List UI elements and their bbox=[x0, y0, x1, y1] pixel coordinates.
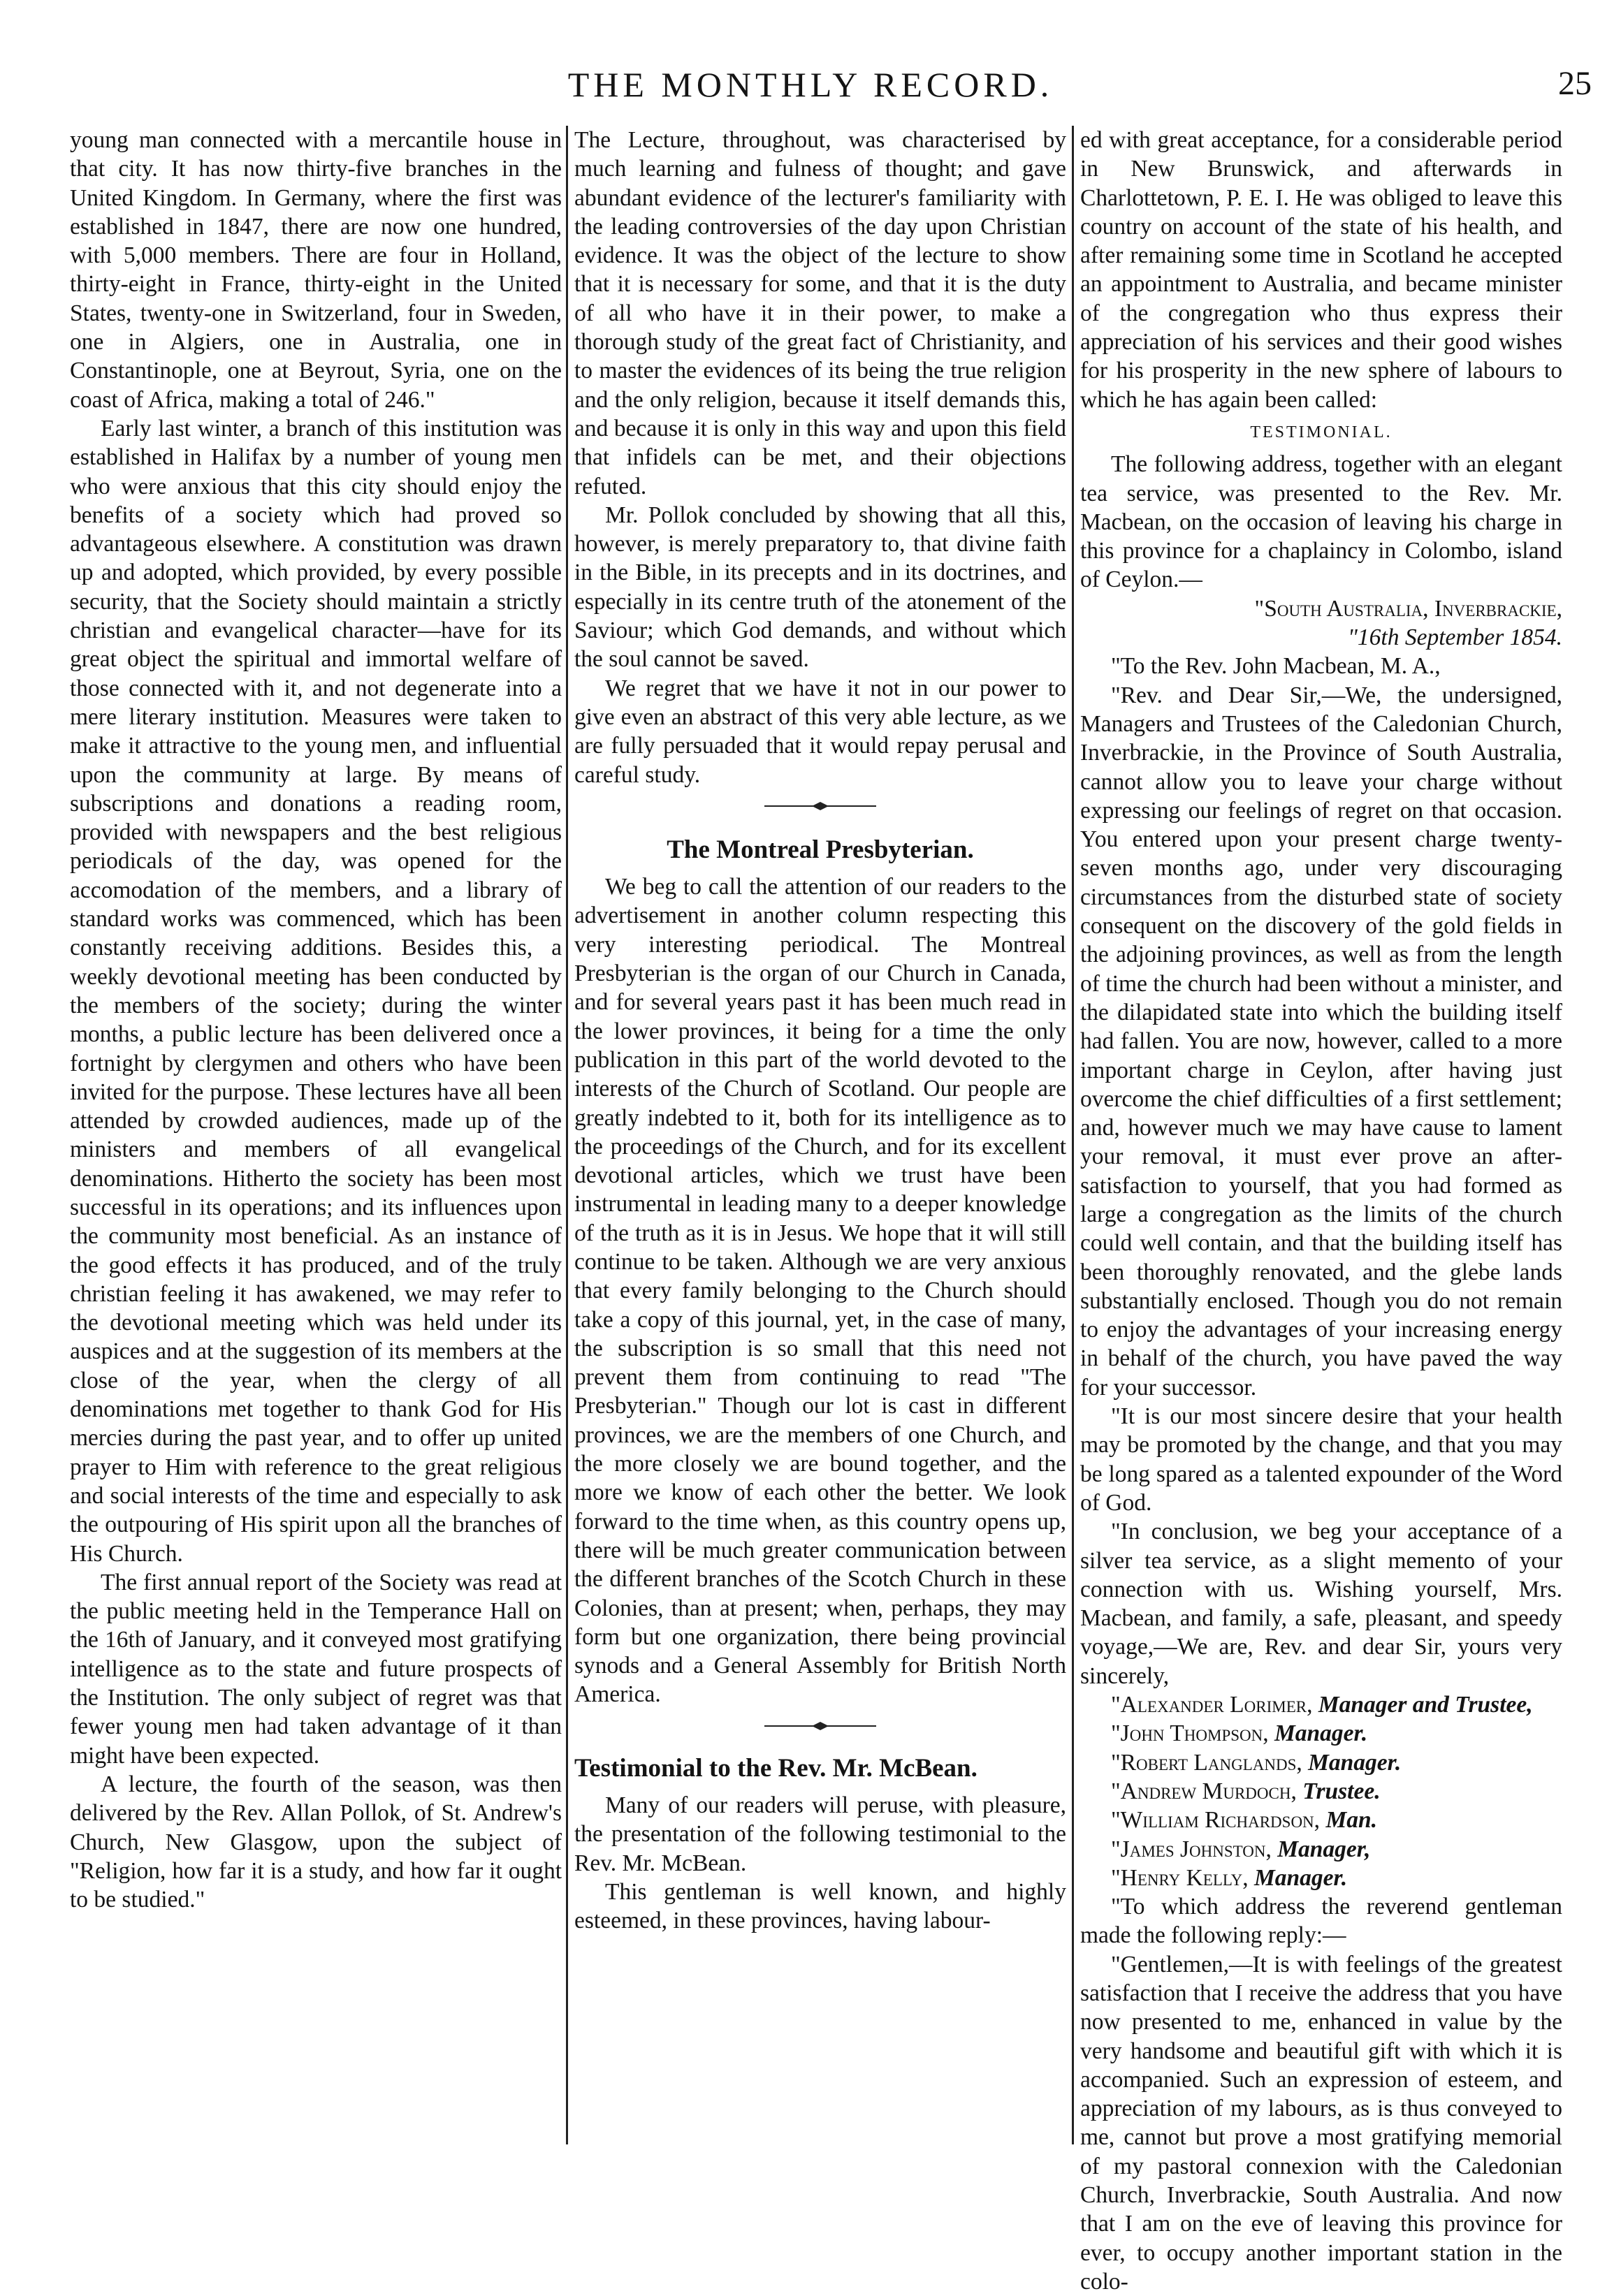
paragraph: "In conclusion, we beg your acceptance of a silver tea service, as a slight memento of your connection with us. Wishing yourself, Mrs. Macbean, and family, a safe, pleasant, and speedy voyage,—We are, Rev. and dear Sir, yours very sincerely, bbox=[1080, 1519, 1562, 1689]
section-heading: Testimonial to the Rev. Mr. McBean. bbox=[574, 1753, 977, 1783]
signer-name: "Robert Langlands, bbox=[1111, 1749, 1302, 1776]
signer-name: "John Thompson, bbox=[1111, 1720, 1269, 1747]
section-ornament bbox=[574, 796, 1066, 817]
section-heading: The Montreal Presbyterian. bbox=[667, 835, 974, 864]
column-divider bbox=[566, 126, 568, 2144]
column-2 bbox=[574, 126, 1066, 2144]
signer-name: "Andrew Murdoch, bbox=[1111, 1778, 1297, 1804]
paragraph: A lecture, the fourth of the season, was then delivered by the Rev. Allan Pollok, of St. Andrew's Church, New Glasgow, upon the subject of "Religion, how far it is a study, and how far it ought to be studied." bbox=[70, 1771, 562, 1913]
dateline-place: "South Australia, Inverbrackie, bbox=[1254, 595, 1562, 622]
signer-role: Manager. bbox=[1274, 1720, 1368, 1747]
paragraph: The first annual report of the Society was read at the public meeting held in the Temperance Hall on the 16th of January, and it conveyed most gratifying intelligence as to the state and future prospects of the Institution. The only subject of regret was that fewer young men had taken advantage of it than might have been expected. bbox=[70, 1569, 562, 1769]
paragraph: "It is our most sincere desire that your health may be promoted by the change, and that you may be long spared as a talented expounder of the Word of God. bbox=[1080, 1403, 1562, 1516]
paragraph: The Lecture, throughout, was characterised by much learning and fulness of thought; and gave abundant evidence of the lecturer's familiarity with the leading controversies of the day upon Christian evidence. It was the object of the lecture to show that it is necessary for some, and that it is the duty of all who have it in their power, to make a thorough study of the great fact of Christianity, and to master the evidences of its being the true religion and the only religion, because it itself demands this, and because it is only in this way and upon this field that infidels can be met, and their objections refuted. bbox=[574, 127, 1066, 499]
signature bbox=[1080, 1835, 1562, 1864]
signer-role: Manager. bbox=[1253, 1864, 1348, 1891]
paragraph: We regret that we have it not in our power to give even an abstract of this very able lecture, as we are fully persuaded that it would repay perusal and careful study. bbox=[574, 675, 1066, 788]
signer-name: "Alexander Lorimer, bbox=[1111, 1692, 1313, 1718]
running-title: THE MONTHLY RECORD. bbox=[567, 65, 1054, 104]
signer-role: Trustee. bbox=[1302, 1778, 1381, 1804]
testimonial-label: TESTIMONIAL. bbox=[1250, 423, 1393, 441]
dateline-date: "16th September 1854. bbox=[1347, 624, 1562, 651]
paragraph: ed with great acceptance, for a considerable period in New Brunswick, and afterwards in Charlottetown, P. E. I. He was obliged to leave this country on account of the state of his health, and after remaining some time in Scotland he accepted an appointment to Australia, and became minister of the congregation who thus express their appreciation of his services and their good wishes for his prosperity in the new sphere of labours to which he has again been called: bbox=[1080, 127, 1562, 413]
salutation: "To the Rev. John Macbean, M. A., bbox=[1111, 653, 1441, 680]
ornament-rule-icon bbox=[764, 1720, 876, 1732]
signer-role: Manager and Trustee, bbox=[1318, 1692, 1533, 1718]
ornament-rule-icon bbox=[764, 800, 876, 812]
paragraph: Early last winter, a branch of this institution was established in Halifax by a number of young men who were anxious that this city should enjoy the benefits of a society which had proved so advantageous elsewhere. A constitution was drawn up and adopted, which provided, by every possible security, that the Society should maintain a strictly christian and evangelical character—have for its great object the spiritual and immortal welfare of those connected with it, and not degenerate into a mere literary institution. Measures were taken to make it attractive to the young men, and influential upon the community at large. By means of subscriptions and donations a reading room, provided with newspapers and the best religious periodicals of the day, was opened for the accomodation of the members, and a library of standard works was commenced, which has been constantly receiving additions. Besides this, a weekly devotional meeting has been conducted by the members of the society; during the winter months, a public lecture has been delivered once a fortnight by clergymen and others who have been invited for the purpose. These lectures have all been attended by crowded audiences, made up of the ministers and members of all evangelical denominations. Hitherto the society has been most successful in its operations; and its influences upon the community most beneficial. As an instance of the good effects it has produced, and of the truly christian feeling it has awakened, we may refer to the devotional meeting which was held under its auspices and at the suggestion of its members at the close of the year, when the clergy of all denominations met together to thank God for His mercies during the past year, and to offer up united prayer to Him with reference to the great religious and social interests of the time and especially to ask the outpouring of His spirit upon all the branches of His Church. bbox=[70, 415, 562, 1567]
column-1 bbox=[70, 126, 562, 2144]
column-divider bbox=[1072, 126, 1074, 2144]
paragraph: Mr. Pollok concluded by showing that all this, however, is merely preparatory to, that divine faith in the Bible, in its precepts and in its doctrines, and especially in its centre truth of the atonement of the Saviour; which God demands, and without which the soul cannot be saved. bbox=[574, 502, 1066, 673]
paragraph: young man connected with a mercantile house in that city. It has now thirty-five branches in the United Kingdom. In Germany, where the first was established in 1847, there are now one hundred, with 5,000 members. There are four in Holland, thirty-eight in France, thirty-eight in the United States, twenty-one in Switzerland, four in Sweden, one in Algiers, one in Australia, one in Constantinople, one at Beyrout, Syria, one on the coast of Africa, making a total of 246." bbox=[70, 127, 562, 413]
signature bbox=[1080, 1777, 1562, 1806]
paragraph: "To which address the reverend gentleman made the following reply:— bbox=[1080, 1894, 1562, 1949]
signer-name: "James Johnston, bbox=[1111, 1836, 1272, 1862]
signature bbox=[1080, 1719, 1562, 1748]
page-number: 25 bbox=[1558, 65, 1592, 102]
signature-list bbox=[1080, 1690, 1562, 1892]
paragraph: This gentleman is well known, and highly esteemed, in these provinces, having labour- bbox=[574, 1878, 1066, 1934]
paragraph: The following address, together with an elegant tea service, was presented to the Rev. Mr. Macbean, on the occasion of leaving his charge in this province for a chaplaincy in Colombo, island of Ceylon.— bbox=[1080, 451, 1562, 593]
signature bbox=[1080, 1748, 1562, 1777]
signer-name: "William Richardson, bbox=[1111, 1807, 1321, 1834]
signer-role: Manager, bbox=[1277, 1836, 1371, 1862]
paragraph: "Rev. and Dear Sir,—We, the undersigned, Managers and Trustees of the Caledonian Church, Inverbrackie, in the Province of South Australia, cannot allow you to leave your charge without expressing our feelings of regret on that occasion. You entered upon your present charge twenty-seven months ago, under very discouraging circumstances from the disturbed state of society consequent on the discovery of the gold fields in the adjoining provinces, as well as from the length of time the church had been without a minister, and the dilapidated state into which the building itself had fallen. You are now, however, called to a more important charge in Ceylon, after having just overcome the chief difficulties of a first settlement; and, however much we may have cause to lament your removal, it must ever prove an after-satisfaction to yourself, that you had formed as large a congregation as the limits of the church could well contain, and that the building itself has been thoroughly renovated, and the glebe lands substantially enclosed. Though you do not remain to enjoy the advantages of your increasing energy in behalf of the church, you have paved the way for your successor. bbox=[1080, 682, 1562, 1401]
paragraph: We beg to call the attention of our readers to the advertisement in another column respecting this very interesting periodical. The Montreal Presbyterian is the organ of our Church in Canada, and for several years past it has been much read in the lower provinces, it being for a time the only publication in this part of the world devoted to the interests of the Church of Scotland. Our people are greatly indebted to it, both for its intelligence as to the proceedings of the Church, and for its excellent devotional articles, which we trust have been instrumental in leading many to a deeper knowledge of the truth as it is in Jesus. We hope that it will still continue to be taken. Although we are very anxious that every family belonging to the Church should take a copy of this journal, yet, in the case of many, the subscription is so small that this need not prevent them from continuing to read "The Presbyterian." Though our lot is cast in different provinces, we are the members of one Church, and the more closely we are bound together, and the more we know of each other the better. We look forward to the time when, as this country opens up, there will be much greater communication between the different branches of the Scotch Church in these Colonies, than at present; when, perhaps, they may form but one organization, there being provincial synods and a General Assembly for British North America. bbox=[574, 874, 1066, 1708]
signer-role: Man. bbox=[1325, 1807, 1377, 1834]
signature bbox=[1080, 1864, 1562, 1892]
paragraph: Many of our readers will peruse, with pleasure, the presentation of the following testimonial to the Rev. Mr. McBean. bbox=[574, 1792, 1066, 1876]
signer-role: Manager. bbox=[1308, 1749, 1402, 1776]
column-3 bbox=[1080, 126, 1562, 2295]
paragraph: "Gentlemen,—It is with feelings of the greatest satisfaction that I receive the address that you have now presented to me, enhanced in value by the very handsome and beautiful gift with which it is accompanied. Such an expression of esteem, and appreciation of my labours, as is thus conveyed to me, cannot but prove a most gratifying memorial of my pastoral connexion with the Caledonian Church, Inverbrackie, South Australia. And now that I am on the eve of leaving this province for ever, to occupy another important station in the colo- bbox=[1080, 1951, 1562, 2295]
section-ornament bbox=[574, 1716, 1066, 1737]
signature bbox=[1080, 1690, 1562, 1719]
signature bbox=[1080, 1806, 1562, 1834]
signer-name: "Henry Kelly, bbox=[1111, 1864, 1249, 1891]
